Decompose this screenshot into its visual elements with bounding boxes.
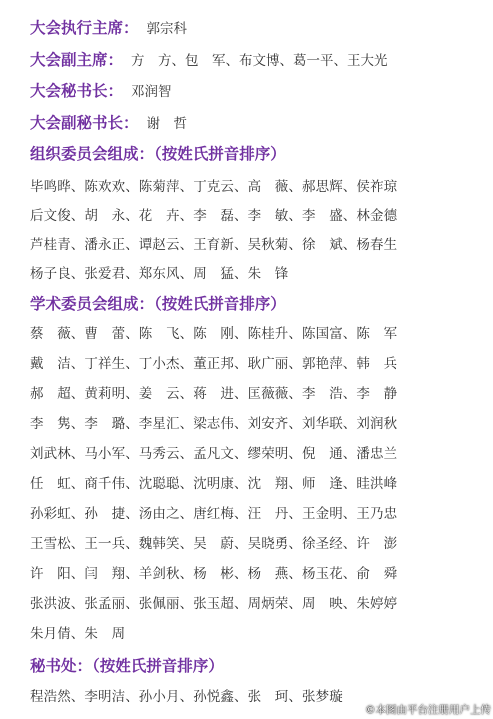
role-names: 方 方、包 军、布文博、葛一平、王大光	[131, 53, 388, 69]
academic-names-row: 郝 超、黄莉明、姜 云、蒋 进、匡薇薇、李 浩、李 静	[30, 386, 398, 402]
role-line-executive-chair	[30, 18, 187, 39]
organizing-committee-heading: 组织委员会组成：（按姓氏拼音排序）	[30, 145, 286, 163]
academic-names-row: 刘武林、马小军、马秀云、孟凡文、缪荣明、倪 通、潘忠兰	[30, 446, 398, 462]
upload-watermark: ©本图由平台注册用户上传	[365, 704, 491, 716]
role-label: 大会秘书长：	[30, 82, 124, 100]
role-names: 郭宗科	[146, 21, 188, 37]
academic-names-row: 许 阳、闫 翔、羊剑秋、杨 彬、杨 燕、杨玉花、俞 舜	[30, 566, 398, 582]
organizing-names-row: 杨子良、张爱君、郑东风、周 猛、朱 锋	[30, 266, 289, 282]
academic-names-row: 戴 洁、丁祥生、丁小杰、董正邦、耿广丽、郭艳萍、韩 兵	[30, 356, 398, 372]
academic-names-row: 王雪松、王一兵、魏韩笑、吴 蔚、吴晓勇、徐圣经、许 澎	[30, 536, 398, 552]
role-names: 谢 哲	[146, 116, 188, 132]
role-label: 大会执行主席：	[30, 19, 139, 37]
organizing-names-row: 芦桂青、潘永正、谭赵云、王育新、吴秋菊、徐 斌、杨春生	[30, 237, 398, 253]
academic-names-row: 孙彩虹、孙 捷、汤由之、唐红梅、汪 丹、王金明、王乃忠	[30, 506, 398, 522]
role-label: 大会副主席：	[30, 51, 124, 69]
secretariat-names-row: 程浩然、李明洁、孙小月、孙悦鑫、张 珂、张梦璇	[30, 689, 343, 705]
academic-names-row: 朱月倩、朱 周	[30, 626, 126, 642]
academic-names-row: 蔡 薇、曹 蕾、陈 飞、陈 刚、陈桂升、陈国富、陈 军	[30, 326, 398, 342]
academic-committee-heading: 学术委员会组成：（按姓氏拼音排序）	[30, 295, 286, 313]
academic-names-row: 李 隽、李 璐、李星汇、梁志伟、刘安齐、刘华联、刘润秋	[30, 416, 398, 432]
organizing-names-row: 后文俊、胡 永、花 卉、李 磊、李 敏、李 盛、林金德	[30, 208, 398, 224]
role-line-deputy-secretary-general	[30, 113, 187, 134]
role-line-secretary-general	[30, 81, 172, 102]
academic-names-row: 任 虹、商千伟、沈聪聪、沈明康、沈 翔、师 逢、眭洪峰	[30, 476, 398, 492]
secretariat-heading: 秘书处：（按姓氏拼音排序）	[30, 657, 224, 675]
academic-names-row: 张洪波、张孟丽、张佩丽、张玉超、周炳荣、周 映、朱婷婷	[30, 596, 398, 612]
organizing-names-row: 毕鸣晔、陈欢欢、陈菊萍、丁克云、高 薇、郝思辉、侯祚琼	[30, 179, 398, 195]
role-names: 邓润智	[131, 84, 172, 100]
role-label: 大会副秘书长：	[30, 114, 139, 132]
role-line-vice-chairs	[30, 50, 388, 71]
